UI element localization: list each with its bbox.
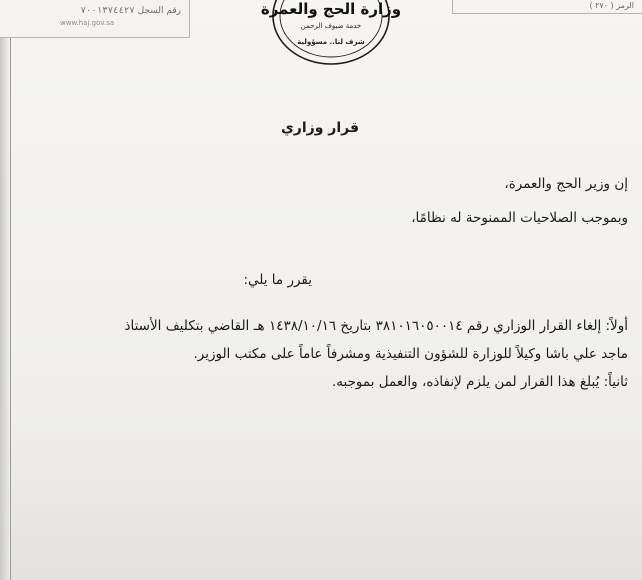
- decides-heading: يقرر ما يلي:: [243, 272, 312, 288]
- item-2: ثانياً: يُبلغ هذا القرار لمن يلزم لإنفاذه، والعمل بموجبه.: [331, 374, 628, 390]
- website-text: www.haj.gov.sa: [60, 19, 115, 27]
- document-title: قرار وزاري: [280, 120, 360, 136]
- registration-number: ٧٠٠١٣٧٤٤٢٧: [80, 6, 135, 16]
- seal-subtitle: خدمة ضيوف الرحمن: [300, 22, 362, 30]
- registration-label: رقم السجل: [137, 6, 181, 16]
- ministry-seal-logo: [260, 0, 402, 66]
- item-1-line-2: ماجد علي باشا وكيلاً للوزارة للشؤون التنفيذية ومشرفاً عاماً على مكتب الوزير.: [193, 346, 628, 362]
- page-lower-area: [11, 420, 642, 580]
- page-shadow: [0, 0, 10, 580]
- code-label: الرمز ( ٢٧٠ ): [589, 1, 634, 10]
- seal-ring-text: شرف لنا.. مسؤولية: [297, 38, 365, 46]
- registration-box: [0, 0, 190, 38]
- code-box: [452, 0, 642, 14]
- preamble-line-2: وبموجب الصلاحيات الممنوحة له نظامًا،: [411, 210, 628, 226]
- seal-title: وزارة الحج والعمرة: [260, 0, 402, 18]
- preamble-line-1: إن وزير الحج والعمرة،: [504, 176, 628, 192]
- item-1-line-1: أولاً: إلغاء القرار الوزاري رقم ٣٨١٠١٦٠٥٠٠١٤ بتاريخ ١٤٣٨/١٠/١٦ هـ القاضي بتكليف الأستاذ: [124, 318, 628, 334]
